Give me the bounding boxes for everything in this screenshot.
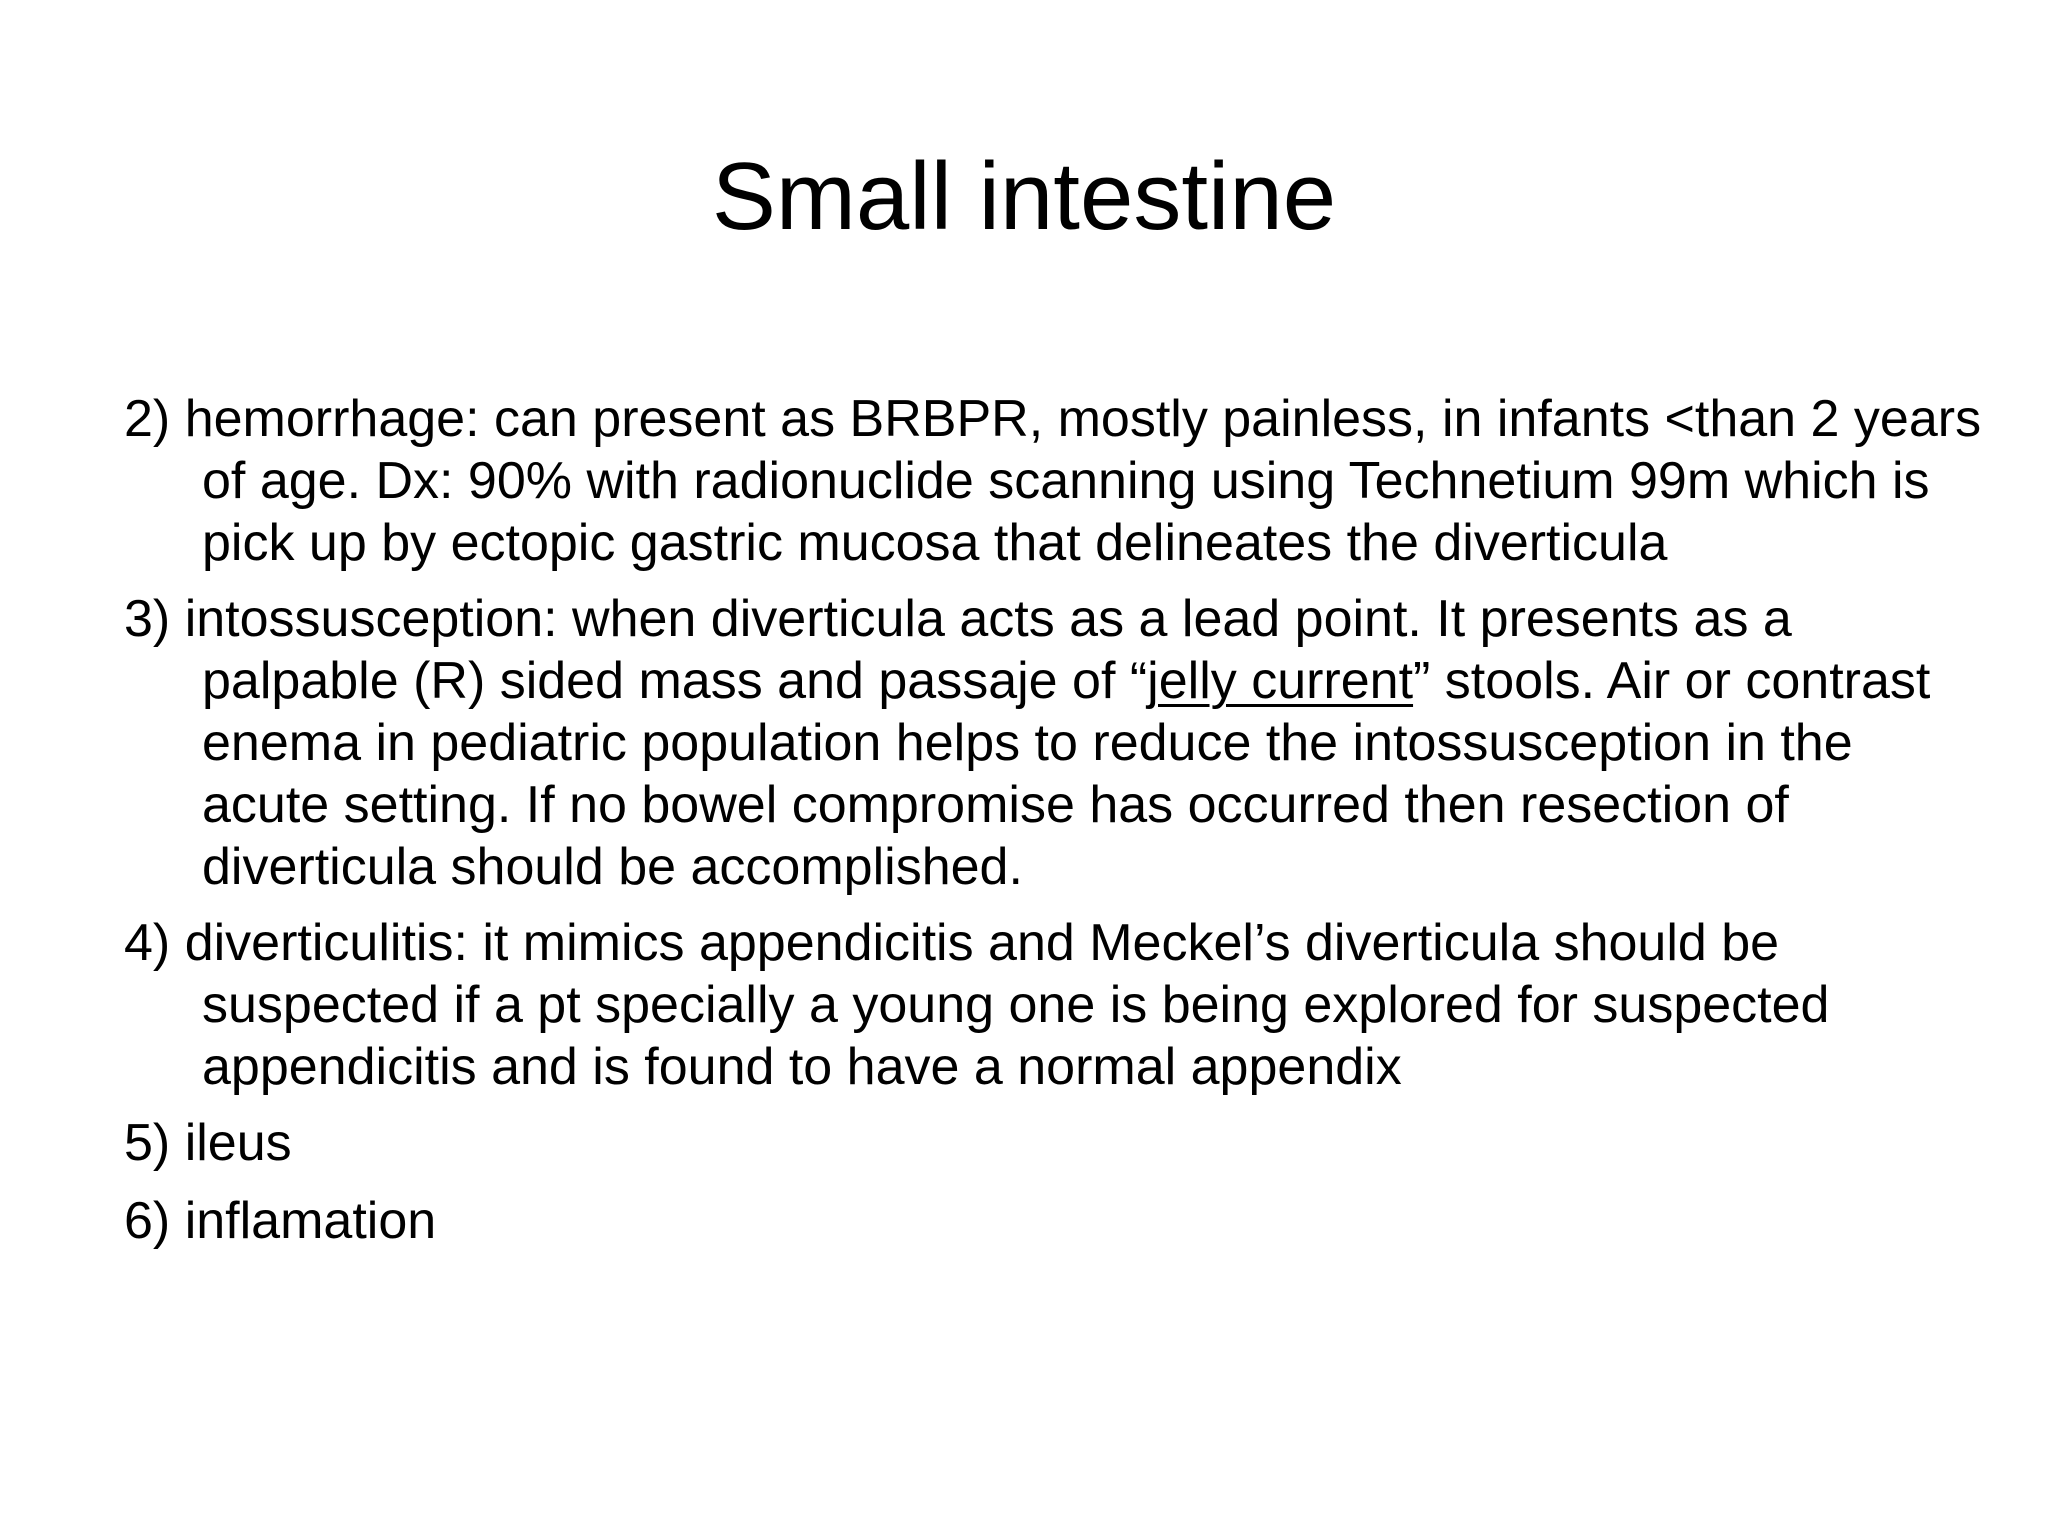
item-text: inflamation — [184, 1192, 437, 1250]
item-text-continued: ” stools. Air or contrast enema in pediatric population helps to reduce the intossusception in the acute setting. If no bowel compromise has occurred then resection of diverticula should be accomplished. — [202, 652, 1931, 896]
item-text: ileus — [184, 1114, 292, 1172]
item-number: 6) — [124, 1192, 171, 1250]
item-text: diverticulitis: it mimics appendicitis and Meckel’s diverticula should be suspected if a pt specially a young one is being explored for suspected appendicitis and is found to have a normal appendix — [184, 914, 1830, 1096]
underlined-term: jelly current — [1147, 652, 1414, 710]
item-text: intossusception: when diverticula acts as a lead point. It presents as a palpable (R) sided mass and passaje of “ — [184, 590, 1792, 710]
item-number: 2) — [124, 390, 171, 448]
list-item-hemorrhage — [124, 388, 1984, 574]
list-item-inflamation — [124, 1190, 1984, 1252]
item-number: 3) — [124, 590, 171, 648]
list-item-intossusception — [124, 588, 1984, 898]
list-item-diverticulitis — [124, 912, 1984, 1098]
item-number: 5) — [124, 1114, 171, 1172]
slide-title: Small intestine — [711, 143, 1337, 250]
item-text: hemorrhage: can present as BRBPR, mostly painless, in infants <than 2 years of age. Dx: 90% with radionuclide scanning using Technetium 99m which is pick up by ectopic gastric mucosa that delineates the diverticula — [184, 390, 1982, 572]
list-item-ileus — [124, 1112, 1984, 1174]
slide-content — [124, 388, 1984, 1268]
item-number: 4) — [124, 914, 171, 972]
